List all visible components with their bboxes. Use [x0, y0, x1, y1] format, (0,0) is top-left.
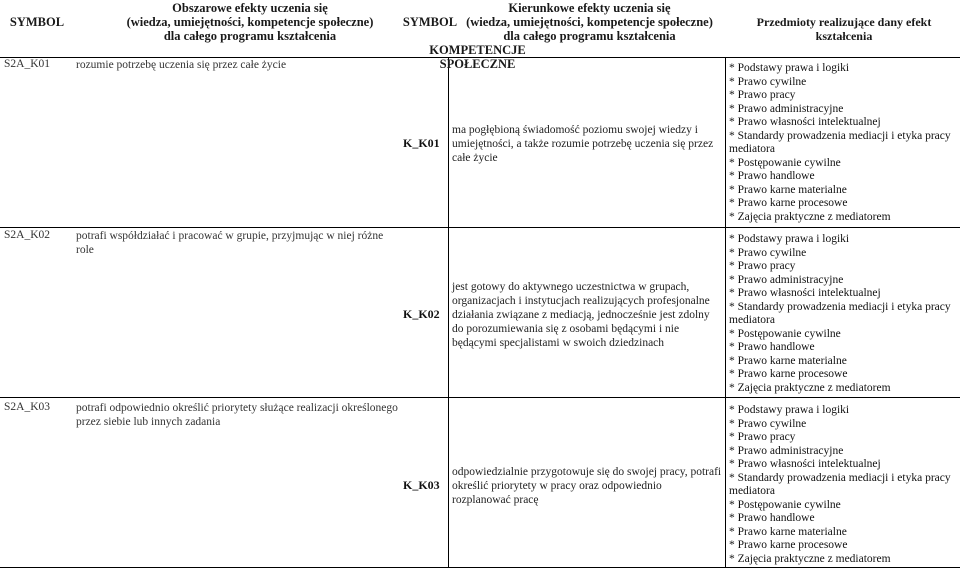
header-area-title-line2: (wiedza, umiejętności, kompetencje społeczne) [126, 15, 374, 29]
subject-item: * Postępowanie cywilne [729, 498, 841, 511]
subject-item: * Prawo pracy [729, 89, 796, 101]
course-text-k01: ma pogłębioną świadomość poziomu swojej wiedzy i umiejętności, a także rozumie potrzebę uczenia się przez całe życie [452, 124, 714, 164]
course-symbol-k03: K_K03 [403, 478, 440, 492]
subject-item: * Prawo cywilne [729, 417, 807, 430]
subject-item: * Prawo handlowe [729, 512, 815, 524]
subjects-list-k02 [729, 233, 951, 395]
header-area-title-line3: dla całego programu kształcenia [163, 29, 337, 43]
subject-item: * Podstawy prawa i logiki [729, 62, 850, 74]
header-symbol-mid: SYMBOL [402, 15, 458, 29]
area-text-k03: potrafi odpowiednio określić priorytety służące realizacji określonego przez siebie lub innych zadania [76, 402, 398, 428]
course-text-k02: jest gotowy do aktywnego uczestnictwa w grupach, organizacjach i instytucjach realizujących profesjonalne działania związane z mediacją, jednocześnie jest zdolny do porozumiewania się z osobami będącymi i nie będącymi specjalistami w swoich dziedzinach [452, 281, 710, 349]
subjects-list-k03 [729, 404, 951, 566]
subject-item: * Prawo handlowe [729, 170, 815, 182]
subject-item: * Podstawy prawa i logiki [729, 233, 850, 245]
subject-item: * Postępowanie cywilne [729, 156, 841, 169]
subject-item: * Prawo pracy [729, 431, 796, 443]
subject-item: * Prawo cywilne [729, 246, 807, 259]
subject-item: * Prawo karne procesowe [729, 368, 848, 380]
subject-item: * Zajęcia praktyczne z mediatorem [729, 552, 891, 565]
subject-item: * Prawo karne materialne [729, 525, 847, 538]
area-symbol-k03: S2A_K03 [4, 401, 51, 413]
subject-item: * Prawo własności intelektualnej [729, 287, 881, 299]
row2-bottom-rule [0, 397, 960, 398]
subject-item: * Prawo administracyjne [729, 102, 844, 115]
header-course-title-line2: (wiedza, umiejętności, kompetencje społeczne) [466, 15, 713, 29]
subject-item: * Zajęcia praktyczne z mediatorem [729, 381, 891, 394]
subject-item: * Prawo karne materialne [729, 354, 847, 367]
subject-item: * Prawo karne procesowe [729, 539, 848, 551]
subject-item: * Postępowanie cywilne [729, 327, 841, 340]
row1-bottom-rule [0, 227, 960, 228]
subject-item: mediatora [729, 314, 775, 326]
header-area-title-line1: Obszarowe efekty uczenia się [172, 1, 328, 15]
subjects-list-k01 [729, 62, 951, 224]
subject-item: * Prawo administracyjne [729, 444, 844, 457]
header-course-title-line1: Kierunkowe efekty uczenia się [508, 1, 671, 15]
area-symbol-k02: S2A_K02 [4, 229, 51, 241]
subject-item: * Zajęcia praktyczne z mediatorem [729, 210, 891, 223]
subject-item: * Podstawy prawa i logiki [729, 404, 850, 416]
subject-item: mediatora [729, 143, 775, 155]
course-text-k03: odpowiedzialnie przygotowuje się do swojej pracy, potrafi określić priorytety w pracy oraz odpowiednio rozplanować pracę [452, 466, 722, 506]
header-subjects-title: Przedmioty realizujące dany efekt kształcenia [756, 15, 932, 43]
area-text-k02: potrafi współdziałać i pracować w grupie, przyjmując w niej różne role [76, 230, 384, 256]
area-symbol-k01: S2A_K01 [4, 58, 51, 70]
header-area-title [105, 1, 395, 43]
subject-item: * Prawo karne procesowe [729, 197, 848, 209]
subject-item: * Prawo karne materialne [729, 183, 847, 196]
subject-item: * Prawo cywilne [729, 75, 807, 88]
col-divider-1 [448, 57, 449, 567]
subject-item: mediatora [729, 485, 775, 497]
subject-item: * Standardy prowadzenia mediacji i etyka pracy [729, 300, 951, 313]
subject-item: * Prawo administracyjne [729, 273, 844, 286]
area-text-k01: rozumie potrzebę uczenia się przez całe życie [76, 59, 287, 71]
col-divider-2 [725, 57, 726, 567]
subject-item: * Standardy prowadzenia mediacji i etyka pracy [729, 471, 951, 484]
header-course-title-line3: dla całego programu kształcenia [503, 29, 676, 43]
subject-item: * Prawo pracy [729, 260, 796, 272]
row3-bottom-rule [0, 567, 960, 568]
subject-item: * Standardy prowadzenia mediacji i etyka pracy [729, 129, 951, 142]
course-symbol-k02: K_K02 [403, 307, 440, 321]
subject-item: * Prawo handlowe [729, 341, 815, 353]
course-symbol-k01: K_K01 [403, 136, 440, 150]
section-title: KOMPETENCJE SPOŁECZNE [429, 43, 526, 71]
header-course-title [457, 1, 722, 43]
subject-item: * Prawo własności intelektualnej [729, 116, 881, 128]
header-symbol-left: SYMBOL [9, 15, 65, 29]
subject-item: * Prawo własności intelektualnej [729, 458, 881, 470]
